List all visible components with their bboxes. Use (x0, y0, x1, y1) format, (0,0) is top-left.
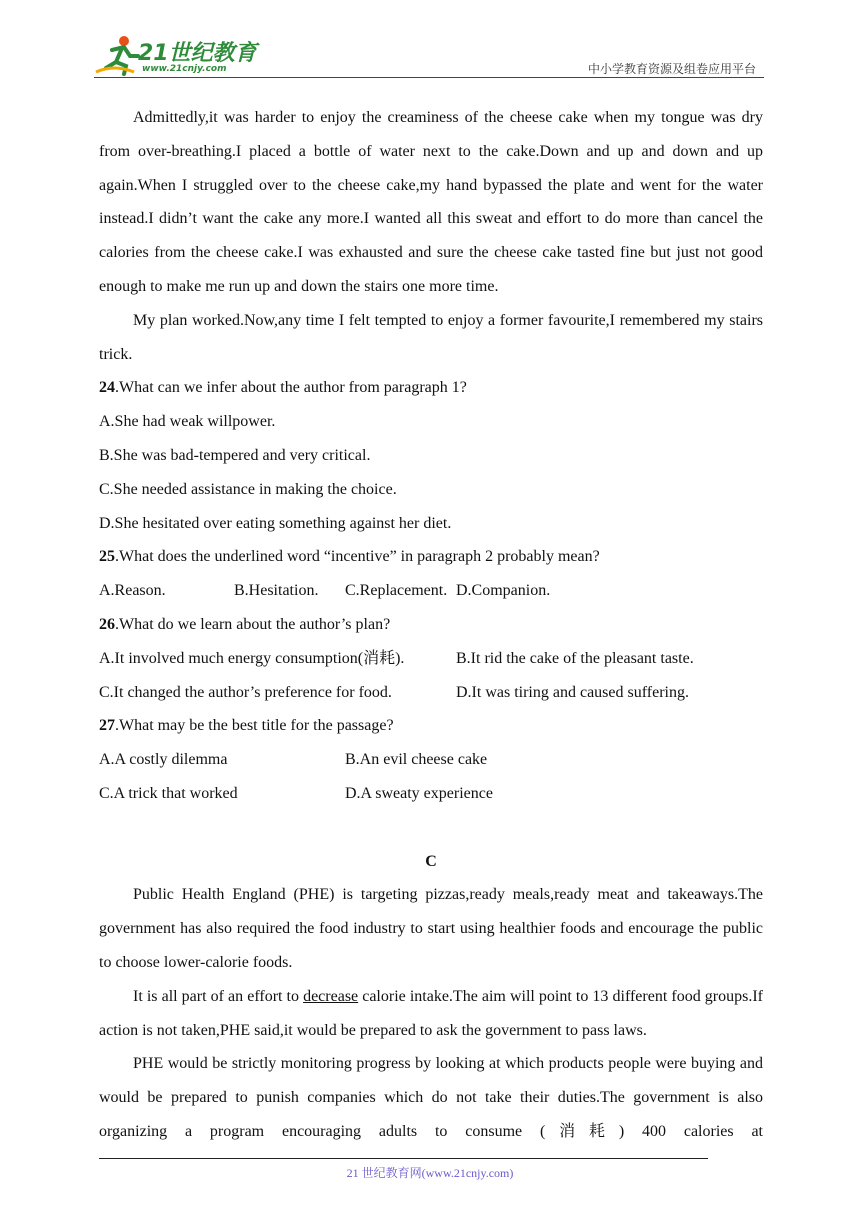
question-stem: .What do we learn about the author’s plan? (115, 615, 391, 633)
question-number: 25 (99, 548, 115, 566)
paragraph: Public Health England (PHE) is targeting pizzas,ready meals,ready meat and takeaways.The government has also required the food industry to start using healthier foods and encourage the public to choose lower-calorie foods. (99, 886, 763, 971)
footer-divider (99, 1158, 708, 1159)
runner-logo-icon (94, 34, 142, 76)
question-26 (99, 608, 763, 642)
question-stem: .What may be the best title for the passage? (115, 717, 394, 735)
text-run: It is all part of an effort to (133, 987, 304, 1005)
question-27 (99, 709, 763, 743)
question-number: 27 (99, 717, 115, 735)
option: D.She hesitated over eating something against her diet. (99, 514, 452, 532)
main-content (99, 101, 763, 1149)
option-row (99, 777, 763, 811)
option: C.She needed assistance in making the choice. (99, 480, 397, 498)
option: D.It was tiring and caused suffering. (456, 683, 689, 701)
option: D.Companion. (456, 582, 551, 600)
option: A.She had weak willpower. (99, 413, 276, 431)
platform-name: 中小学教育资源及组卷应用平台 (587, 62, 756, 76)
option: A.A costly dilemma (99, 751, 228, 769)
page-header (94, 32, 764, 78)
paragraph: Admittedly,it was harder to enjoy the creaminess of the cheese cake when my tongue was dry from over-breathing.I placed a bottle of water next to the cake.Down and up and down and up again.When I struggled over to the cheese cake,my hand bypassed the plate and went for the water instead.I didn’t want the cake any more.I wanted all this sweat and effort to do more than cancel the calories from the cheese cake.I was exhausted and sure the cheese cake tasted fine but just not good enough to make me run up and down the stairs one more time. (99, 109, 763, 295)
question-24 (99, 371, 763, 405)
option: B.She was bad-tempered and very critical. (99, 446, 371, 464)
logo-text: 21世纪教育 (138, 41, 257, 66)
option-row (99, 642, 763, 676)
question-stem: .What does the underlined word “incentive” in paragraph 2 probably mean? (115, 548, 600, 566)
site-logo (94, 34, 264, 76)
question-25 (99, 540, 763, 574)
option-row (99, 743, 763, 777)
option: A.Reason. (99, 582, 166, 600)
header-divider (94, 77, 764, 78)
paragraph (99, 980, 763, 1048)
underlined-word: decrease (303, 987, 359, 1005)
option: B.It rid the cake of the pleasant taste. (456, 649, 694, 667)
section-heading: C (425, 852, 437, 870)
option: A.It involved much energy consumption(消耗). (99, 649, 405, 667)
option: B.Hesitation. (234, 582, 319, 600)
option: C.A trick that worked (99, 784, 238, 802)
paragraph: PHE would be strictly monitoring progress by looking at which products people were buying and would be prepared to punish companies which do not take their duties.The government is also organizing a program encouraging adults to consume (消耗) 400 calories at (99, 1055, 763, 1140)
question-number: 24 (99, 379, 115, 397)
option-row (99, 676, 763, 710)
option: B.An evil cheese cake (345, 751, 488, 769)
logo-url: www.21cnjy.com (142, 64, 227, 74)
option: C.Replacement. (345, 582, 448, 600)
option: C.It changed the author’s preference for food. (99, 683, 392, 701)
text-run: calorie intake.The aim will point to 13 different food groups.If action is not taken,PHE said,it would be prepared to ask the government to pass laws. (99, 987, 763, 1039)
option: D.A sweaty experience (345, 784, 493, 802)
question-number: 26 (99, 615, 115, 633)
paragraph: My plan worked.Now,any time I felt tempted to enjoy a former favourite,I remembered my stairs trick. (99, 311, 763, 363)
option-row (99, 574, 763, 608)
question-stem: .What can we infer about the author from paragraph 1? (115, 379, 467, 397)
page-footer: 21 世纪教育网(www.21cnjy.com) (346, 1166, 514, 1180)
